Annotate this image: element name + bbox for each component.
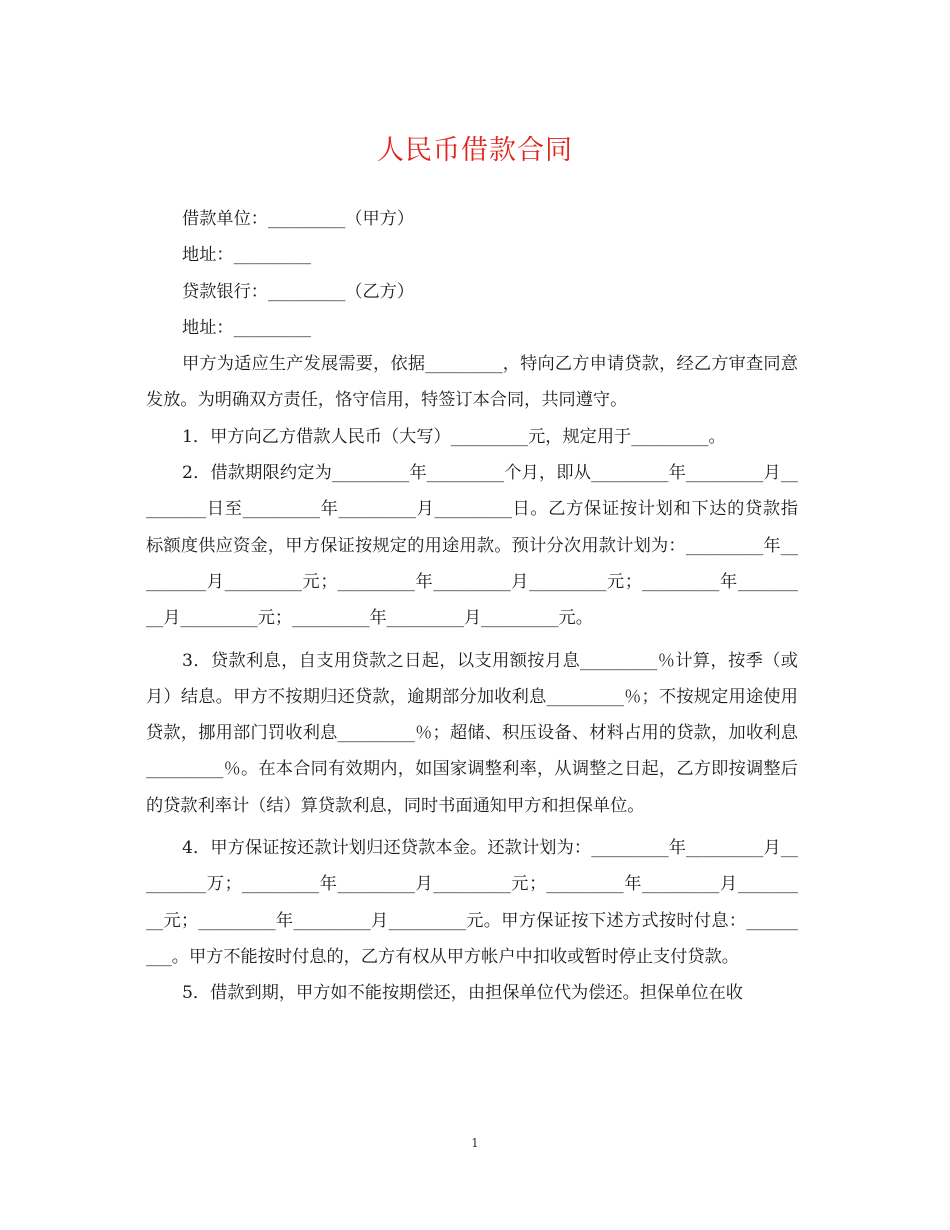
document-body xyxy=(146,201,798,1012)
clause-1: 1．甲方向乙方借款人民币（大写）_________元，规定用于_________。 xyxy=(182,426,726,447)
clause-2: 2．借款期限约定为_________年_________个月，即从_________年_________月_________日至_________年_________月_________日。乙方保证按计划和下达的贷款指标额度供应资金，甲方保证按规定的用途用款。预计分次用款计划为：_________年_________月_________元；_________年_________月_________元；_________年_________月_________元；_________年_________月_________元。 xyxy=(146,463,798,629)
borrower-address-line: 地址：_________ xyxy=(182,245,311,266)
page-number: 1 xyxy=(471,1136,479,1150)
document-title: 人民币借款合同 xyxy=(377,135,573,166)
clause-3: 3．贷款利息，自支用贷款之日起，以支用额按月息_________％计算，按季（或月）结息。甲方不按期归还贷款，逾期部分加收利息_________％；不按规定用途使用贷款，挪用部门罚收利息_________％；超储、积压设备、材料占用的贷款，加收利息_________％。在本合同有效期内，如国家调整利率，从调整之日起，乙方即按调整后的贷款利率计（结）算贷款利息，同时书面通知甲方和担保单位。 xyxy=(146,650,798,816)
lender-address-line: 地址：_________ xyxy=(182,317,311,338)
clause-4: 4．甲方保证按还款计划归还贷款本金。还款计划为：_________年_________月_________万；_________年_________月_________元；_________年_________月_________元；_________年_________月_________元。甲方保证按下述方式按时付息：_________。甲方不能按时付息的，乙方有权从甲方帐户中扣收或暂时停止支付贷款。 xyxy=(146,838,798,967)
lender-line: 贷款银行：_________（乙方） xyxy=(182,281,415,302)
borrower-line: 借款单位：_________（甲方） xyxy=(182,209,415,229)
clause-5: 5．借款到期，甲方如不能按期偿还，由担保单位代为偿还。担保单位在收 xyxy=(182,983,743,1004)
preamble-paragraph: 甲方为适应生产发展需要，依据_________，特向乙方申请贷款，经乙方审查同意发放。为明确双方责任，恪守信用，特签订本合同，共同遵守。 xyxy=(146,354,798,411)
